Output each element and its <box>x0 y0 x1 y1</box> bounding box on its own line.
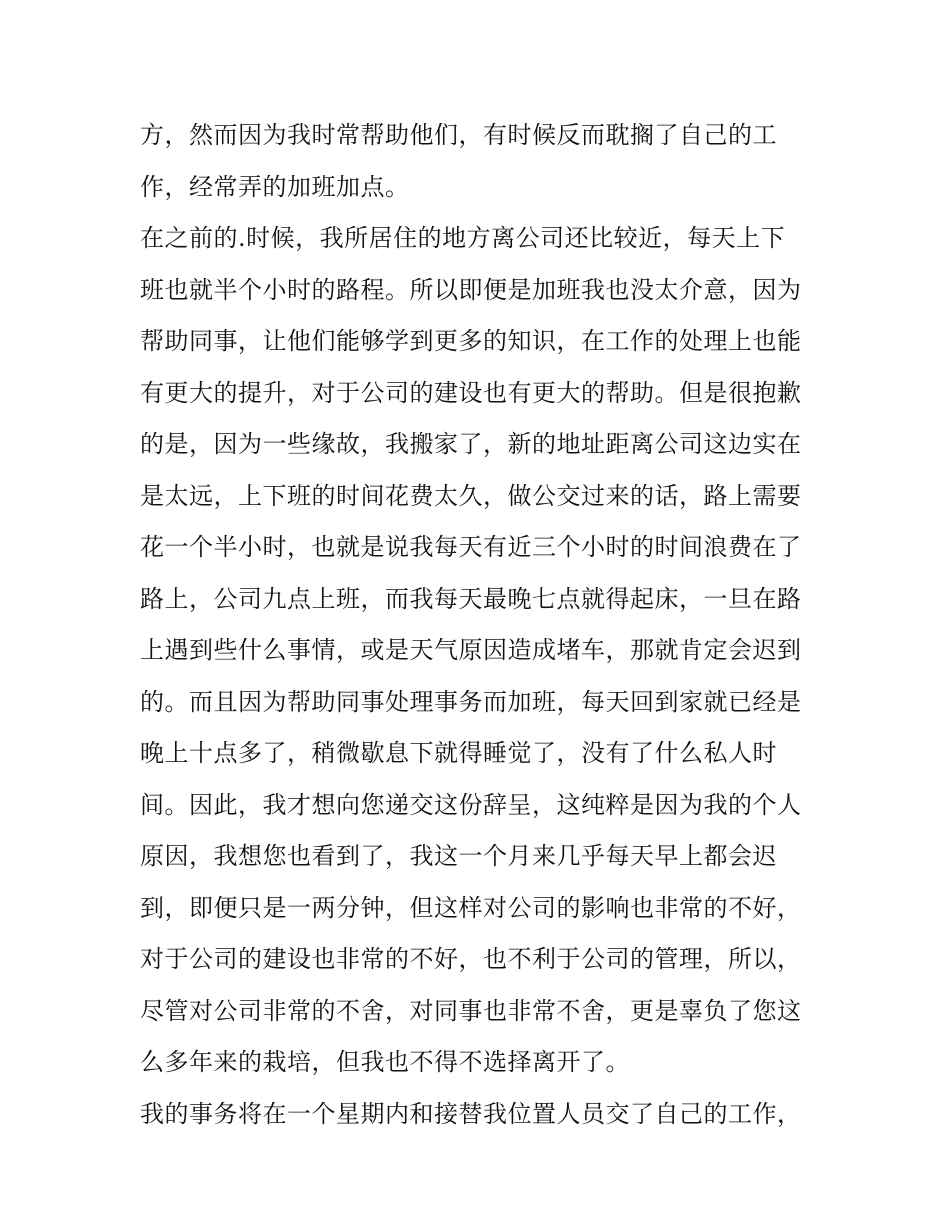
text-line: 帮助同事，让他们能够学到更多的知识，在工作的处理上也能 <box>140 327 802 355</box>
text-line: 上遇到些什么事情，或是天气原因造成堵车，那就肯定会迟到 <box>140 636 802 664</box>
text-line: 是太远，上下班的时间花费太久，做公交过来的话，路上需要 <box>140 481 802 510</box>
text-line: 路上，公司九点上班，而我每天最晚七点就得起床，一旦在路 <box>140 584 802 613</box>
text-line: 班也就半个小时的路程。所以即便是加班我也没太介意，因为 <box>140 275 802 304</box>
text-line: 原因，我想您也看到了，我这一个月来几乎每天早上都会迟 <box>140 842 777 870</box>
text-line: 花一个半小时，也就是说我每天有近三个小时的时间浪费在了 <box>140 533 802 561</box>
text-line: 有更大的提升，对于公司的建设也有更大的帮助。但是很抱歉 <box>140 378 802 407</box>
text-line: 尽管对公司非常的不舍，对同事也非常不舍，更是辜负了您这 <box>140 996 802 1025</box>
text-line: 我的事务将在一个星期内和接替我位置人员交了自己的工作， <box>140 1099 802 1128</box>
text-line: 方，然而因为我时常帮助他们，有时候反而耽搁了自己的工 <box>140 121 777 149</box>
text-line: 在之前的.时候，我所居住的地方离公司还比较近，每天上下 <box>140 224 786 252</box>
text-line: 间。因此，我才想向您递交这份辞呈，这纯粹是因为我的个人 <box>140 790 802 819</box>
text-line: 对于公司的建设也非常的不好，也不利于公司的管理，所以， <box>140 945 802 973</box>
text-line: 到，即便只是一两分钟，但这样对公司的影响也非常的不好， <box>140 893 802 922</box>
text-line: 的。而且因为帮助同事处理事务而加班，每天回到家就已经是 <box>140 687 802 716</box>
text-line: 的是，因为一些缘故，我搬家了，新的地址距离公司这边实在 <box>140 430 802 458</box>
document-body <box>140 110 830 1140</box>
text-line: 么多年来的栽培，但我也不得不选择离开了。 <box>140 1048 630 1076</box>
text-line: 晚上十点多了，稍微歇息下就得睡觉了，没有了什么私人时 <box>140 739 777 767</box>
text-line: 作，经常弄的加班加点。 <box>140 172 410 201</box>
